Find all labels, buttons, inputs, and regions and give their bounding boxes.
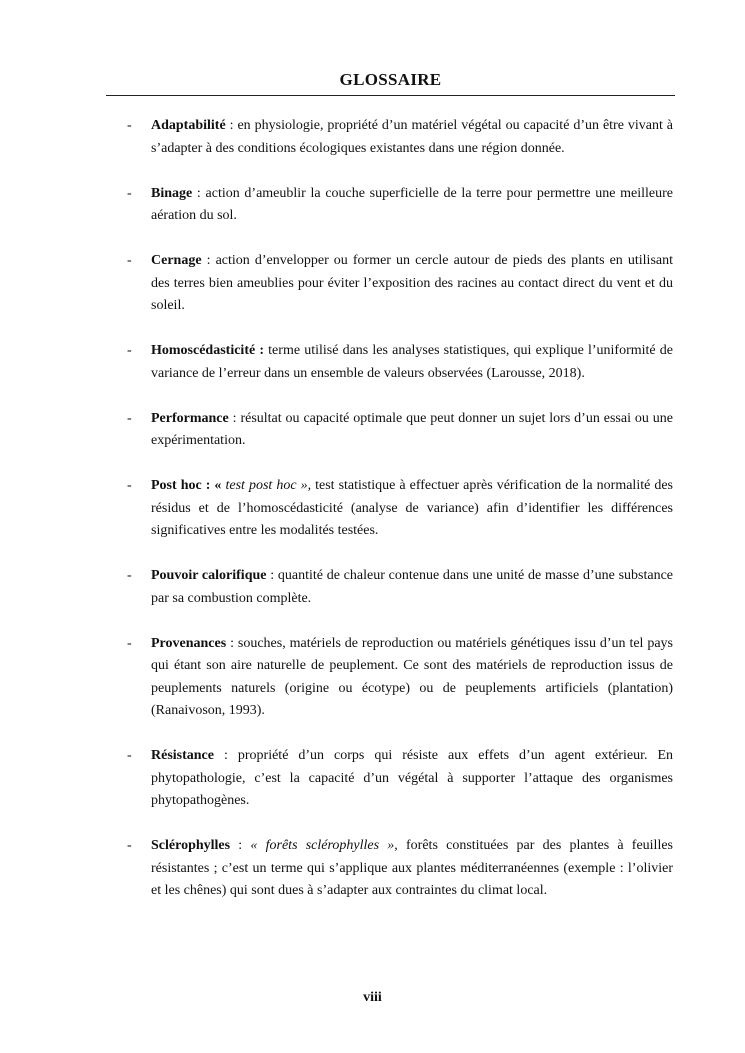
glossary-entry-cernage [0, 250, 745, 318]
page-title: GLOSSAIRE [339, 70, 442, 89]
entry-term: Sclérophylles [151, 838, 231, 853]
bullet-dash: - [127, 185, 132, 201]
bullet-dash: - [127, 748, 132, 763]
page-number: viii [363, 990, 382, 1005]
entry-text [151, 115, 673, 160]
entry-text [151, 475, 673, 543]
entry-italic: « forêts sclérophylles » [250, 838, 395, 853]
entry-text [151, 565, 673, 610]
bullet-dash: - [127, 410, 132, 426]
entry-term: Pouvoir calorifique [151, 568, 267, 583]
entry-separator: : [266, 568, 278, 583]
entry-separator: : [225, 118, 238, 133]
entry-term: Performance [151, 410, 229, 426]
bullet-dash: - [127, 343, 132, 358]
entry-definition: quantité de chaleur contenue dans une unité de masse d’une substance par sa combustion complète. [151, 568, 673, 606]
bullet-dash: - [127, 635, 132, 651]
entry-definition: terme utilisé dans les analyses statistiques, qui explique l’uniformité de variance de l’erreur dans un ensemble de valeurs observées (Larousse, 2018). [151, 343, 673, 381]
title-rule [106, 95, 675, 96]
entry-term: Cernage [151, 253, 202, 268]
bullet-dash: - [127, 253, 132, 268]
glossary-entry-binage [0, 183, 745, 228]
entry-term: Adaptabilité [151, 118, 226, 133]
entry-text [151, 633, 673, 723]
entry-separator: : [230, 838, 251, 853]
entry-term: Post hoc : « [151, 478, 222, 493]
entry-definition: souches, matériels de reproduction ou matériels génétiques issu d’un tel pays qui étant son aire naturelle de peuplement. Ce sont des matériels de reproduction issus de peuplements naturels (origine ou écotype) ou de peuplements artificiels (plantation) (Ranaivoson, 1993). [151, 635, 673, 718]
bullet-dash: - [127, 838, 132, 853]
glossary-entry-homoscedasticite [0, 340, 745, 385]
entry-separator: : [226, 635, 238, 651]
glossary-entry-resistance [0, 745, 745, 813]
entry-definition: test statistique à effectuer après vérification de la normalité des résidus et de l’homoscédasticité (analyse de variance) afin d’identifier les différences significatives entre les modalités testées. [151, 478, 674, 538]
entry-text [151, 835, 673, 903]
entry-definition: en physiologie, propriété d’un matériel végétal ou capacité d’un être vivant à s’adapter à des conditions écologiques existantes dans une région donnée. [151, 118, 674, 156]
bullet-dash: - [127, 568, 132, 583]
glossary-entry-provenances [0, 633, 745, 723]
entry-definition: action d’envelopper ou former un cercle autour de pieds des plants en utilisant des terres bien ameublies pour éviter l’exposition des racines au contact direct du vent et du soleil. [151, 253, 673, 313]
entry-term: Résistance [151, 748, 214, 763]
entry-definition: , forêts constituées par des plantes à feuilles résistantes ; c’est un terme qui s’applique aux plantes méditerranéennes (exemple : l’olivier et les chênes) qui sont dues à s’adapter aux contraintes du climat local. [151, 838, 673, 898]
glossary-list [0, 115, 745, 925]
entry-term: Binage [151, 185, 193, 201]
entry-text [151, 340, 673, 385]
entry-text [151, 745, 673, 813]
entry-definition: résultat ou capacité optimale que peut donner un sujet lors d’un essai ou une expérimentation. [151, 410, 673, 448]
entry-term: Provenances [151, 635, 227, 651]
glossary-entry-performance [0, 408, 745, 453]
entry-separator: : [214, 748, 238, 763]
glossary-entry-adaptabilite [0, 115, 745, 160]
entry-definition: propriété d’un corps qui résiste aux effets d’un agent extérieur. En phytopathologie, c’est la capacité d’un végétal à supporter l’attaque des organismes phytopathogènes. [151, 748, 673, 808]
entry-text [151, 183, 673, 228]
bullet-dash: - [127, 118, 132, 133]
entry-separator: : [228, 410, 241, 426]
entry-separator: : [192, 185, 206, 201]
entry-definition: action d’ameublir la couche superficielle de la terre pour permettre une meilleure aération du sol. [151, 185, 673, 223]
entry-text [151, 250, 673, 318]
entry-italic: test post hoc », [225, 478, 312, 493]
entry-separator: : [201, 253, 216, 268]
glossary-entry-pouvoir-calorifique [0, 565, 745, 610]
entry-text [151, 408, 673, 453]
glossary-entry-sclerophylles [0, 835, 745, 903]
bullet-dash: - [127, 478, 132, 493]
glossary-entry-post-hoc [0, 475, 745, 543]
entry-term: Homoscédasticité : [151, 343, 265, 358]
